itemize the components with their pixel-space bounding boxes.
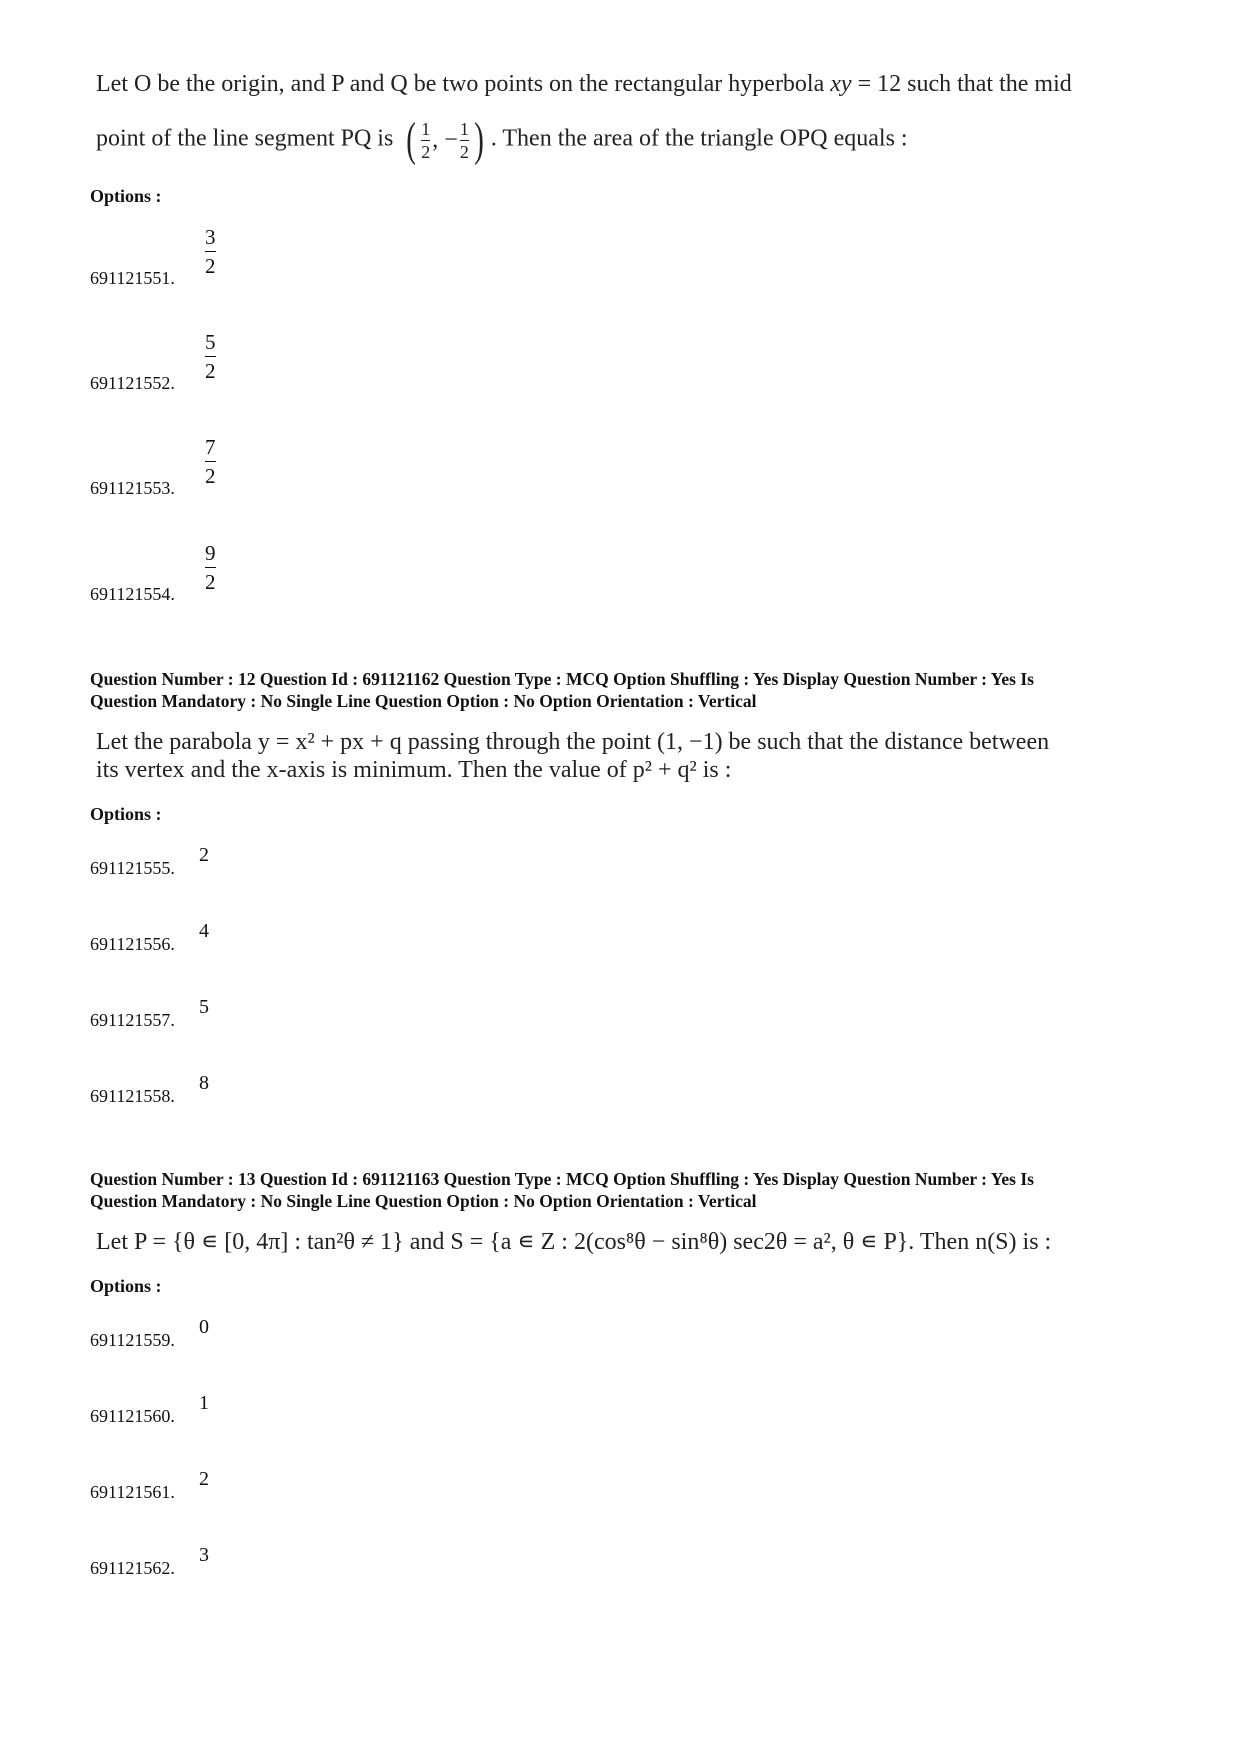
q13-meta-line2: Question Mandatory : No Single Line Question Option : No Option Orientation : Vertical — [90, 1191, 757, 1211]
fraction-denominator: 2 — [421, 141, 431, 162]
fraction-numerator: 7 — [205, 435, 216, 459]
option-value[interactable]: 2 — [199, 1468, 209, 1490]
q11-text-line1 — [96, 68, 1176, 100]
q11-text-part: = 12 such that the mid — [851, 71, 1072, 97]
option-value[interactable]: 1 — [199, 1392, 209, 1414]
fraction-bar — [460, 140, 469, 141]
q12-text-line1: Let the parabola y = x² + px + q passing through the point (1, −1) be such that the distance between — [96, 729, 1050, 755]
paren-open: ( — [406, 113, 417, 166]
option-id[interactable]: 691121560. — [90, 1406, 175, 1426]
option-fraction[interactable] — [205, 435, 216, 488]
q11-text-line2 — [96, 113, 1176, 166]
q11-text-part: . Then the area of the triangle OPQ equals : — [490, 125, 908, 152]
q12-options-label: Options : — [90, 804, 162, 824]
option-value[interactable]: 2 — [199, 844, 209, 866]
fraction-bar — [421, 140, 430, 141]
midpoint-expression — [403, 113, 487, 166]
option-value[interactable]: 4 — [199, 920, 209, 942]
option-value[interactable]: 5 — [199, 996, 209, 1018]
fraction-denominator: 2 — [205, 359, 216, 383]
fraction-denominator: 2 — [459, 141, 469, 162]
option-id[interactable]: 691121562. — [90, 1558, 175, 1578]
option-id[interactable]: 691121554. — [90, 584, 175, 604]
q11-text-part: Let O be the origin, and P and Q be two points on the rectangular hyperbola — [96, 71, 831, 97]
option-id[interactable]: 691121561. — [90, 1482, 175, 1502]
option-fraction[interactable] — [205, 225, 216, 278]
q11-text-part: point of the line segment PQ is — [96, 125, 394, 152]
q11-text-var: xy — [830, 71, 852, 97]
fraction-numerator: 5 — [205, 330, 216, 354]
option-value[interactable]: 8 — [199, 1072, 209, 1094]
midpoint-x-fraction — [421, 120, 430, 161]
paren-close: ) — [474, 113, 484, 166]
q13-options-label: Options : — [90, 1276, 162, 1296]
midpoint-separator: , − — [432, 127, 458, 153]
q13-text-line1: Let P = {θ ∊ [0, 4π] : tan²θ ≠ 1} and S = {a ∊ Z : 2(cos⁸θ − sin⁸θ) sec2θ = a², θ ∊ P}. Then n(S) is : — [96, 1229, 1052, 1255]
fraction-denominator: 2 — [205, 570, 216, 594]
option-id[interactable]: 691121558. — [90, 1086, 175, 1106]
fraction-numerator: 3 — [205, 225, 216, 249]
option-id[interactable]: 691121552. — [90, 373, 175, 393]
fraction-numerator: 1 — [459, 118, 469, 139]
fraction-denominator: 2 — [205, 464, 216, 488]
q12-meta-line2: Question Mandatory : No Single Line Question Option : No Option Orientation : Vertical — [90, 691, 757, 711]
q12-text-line2: its vertex and the x-axis is minimum. Then the value of p² + q² is : — [96, 757, 732, 783]
option-value[interactable]: 3 — [199, 1544, 209, 1566]
fraction-numerator: 1 — [421, 118, 431, 139]
fraction-bar — [205, 356, 216, 357]
midpoint-y-fraction — [460, 120, 469, 161]
fraction-bar — [205, 251, 216, 252]
option-id[interactable]: 691121557. — [90, 1010, 175, 1030]
option-fraction[interactable] — [205, 541, 216, 594]
option-id[interactable]: 691121556. — [90, 934, 175, 954]
option-id[interactable]: 691121551. — [90, 268, 175, 288]
q12-meta-line1: Question Number : 12 Question Id : 691121162 Question Type : MCQ Option Shuffling : Yes Display Question Number : Yes Is — [90, 669, 1034, 689]
q13-meta-line1: Question Number : 13 Question Id : 691121163 Question Type : MCQ Option Shuffling : Yes Display Question Number : Yes Is — [90, 1169, 1034, 1189]
fraction-bar — [205, 461, 216, 462]
option-id[interactable]: 691121559. — [90, 1330, 175, 1350]
option-value[interactable]: 0 — [199, 1316, 209, 1338]
fraction-denominator: 2 — [205, 254, 216, 278]
fraction-numerator: 9 — [205, 541, 216, 565]
option-fraction[interactable] — [205, 330, 216, 383]
fraction-bar — [205, 567, 216, 568]
q11-options-label: Options : — [90, 186, 162, 206]
option-id[interactable]: 691121555. — [90, 858, 175, 878]
option-id[interactable]: 691121553. — [90, 478, 175, 498]
